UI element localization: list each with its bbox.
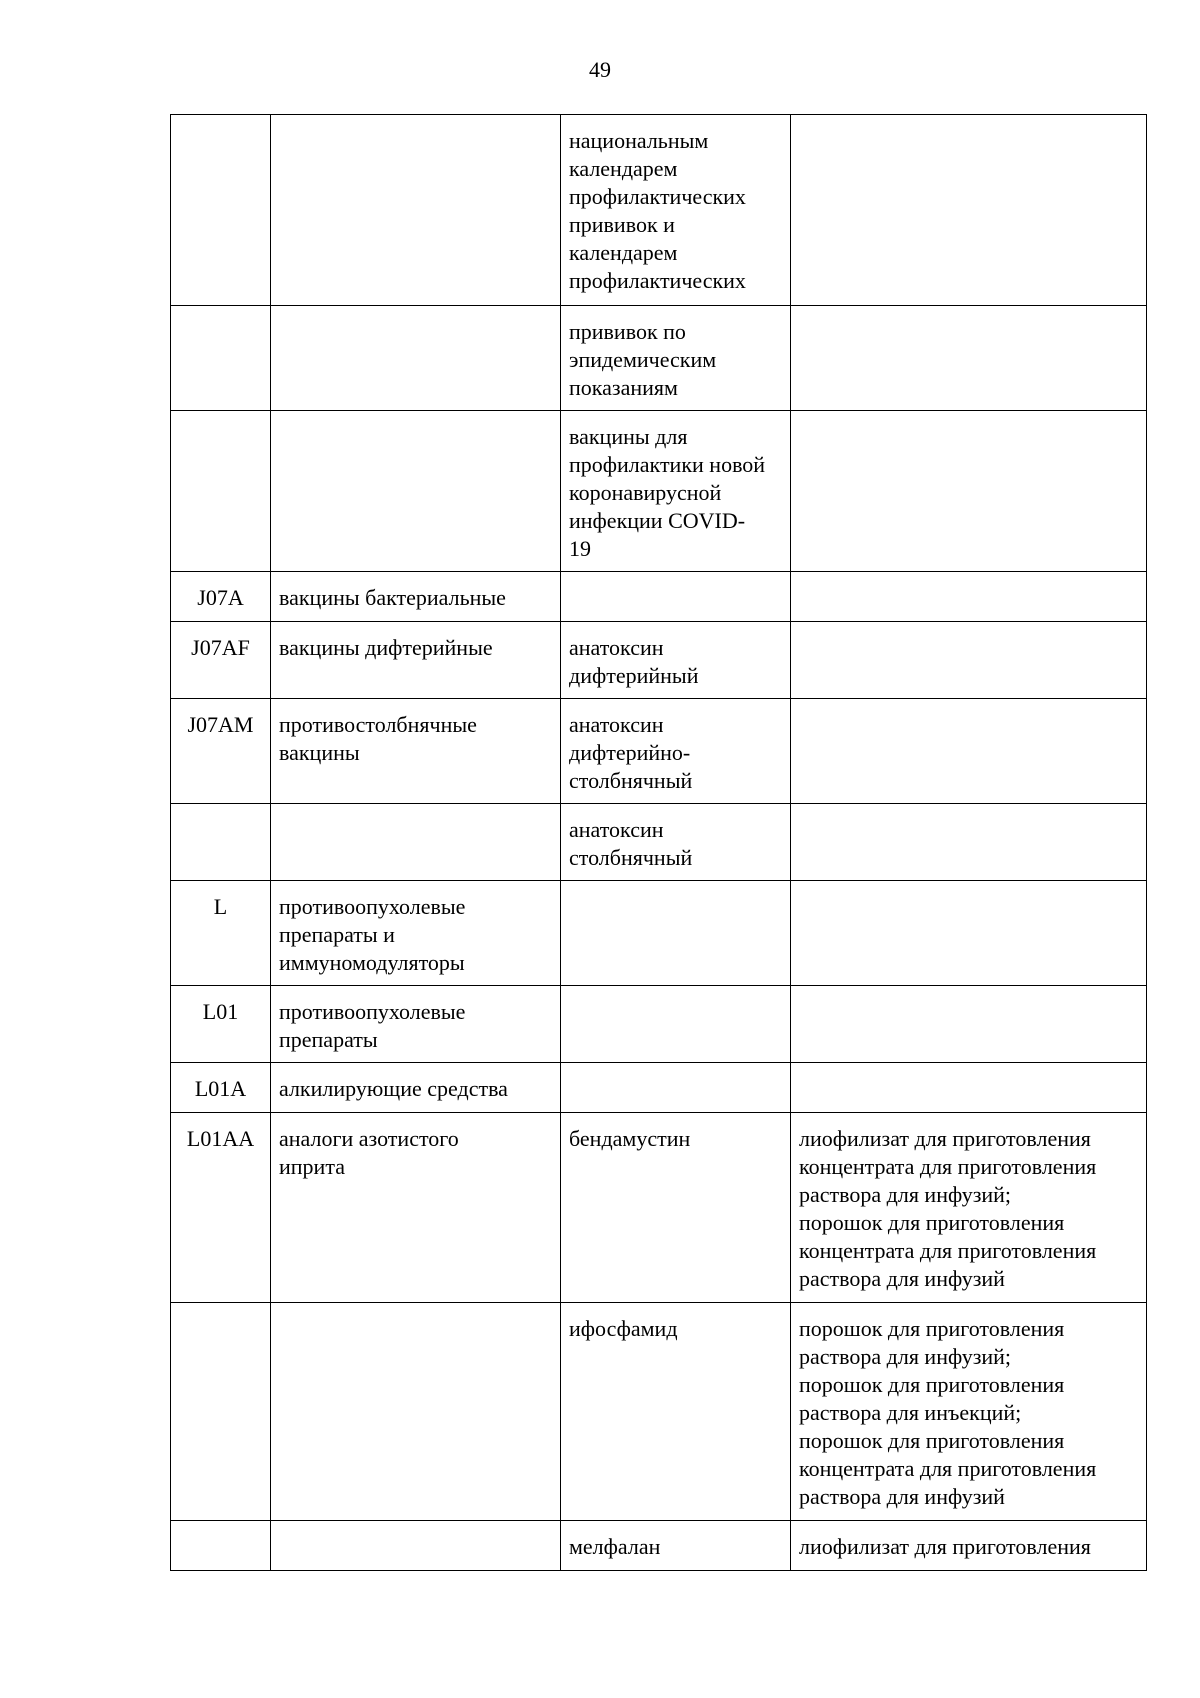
form-cell [791,699,1147,804]
group-line: алкилирующие средства [279,1076,508,1101]
group-cell [271,115,561,306]
form-line: порошок для приготовления [799,1316,1065,1341]
code-cell: L01AA [171,1113,271,1303]
group-cell [271,1521,561,1571]
group-cell [271,1113,561,1303]
form-line: лиофилизат для приготовления [799,1534,1091,1559]
form-line: лиофилизат для приготовления [799,1126,1091,1151]
group-line: иммуномодуляторы [279,950,465,975]
substance-cell [561,881,791,986]
substance-line: инфекции COVID- [569,508,746,533]
table-row [171,1521,1147,1571]
table-row [171,1113,1147,1303]
substance-line: коронавирусной [569,480,722,505]
group-cell [271,411,561,572]
group-cell [271,699,561,804]
group-cell [271,622,561,699]
substance-line: календарем [569,156,678,181]
form-cell [791,1521,1147,1571]
group-cell [271,1303,561,1521]
substance-cell [561,699,791,804]
substance-line: мелфалан [569,1534,661,1559]
table-row [171,699,1147,804]
substance-cell [561,115,791,306]
table-row [171,572,1147,622]
substance-line: анатоксин [569,817,664,842]
table-row [171,986,1147,1063]
code-cell [171,1521,271,1571]
substance-cell [561,411,791,572]
group-cell [271,306,561,411]
substance-line: анатоксин [569,635,664,660]
code-cell [171,804,271,881]
substance-cell [561,1303,791,1521]
code-cell: J07AM [171,699,271,804]
substance-cell [561,1063,791,1113]
group-line: противостолбнячные [279,712,477,737]
substance-line: профилактических [569,268,746,293]
substance-line: национальным [569,128,709,153]
group-line: противоопухолевые [279,999,466,1024]
form-line: порошок для приготовления [799,1428,1065,1453]
form-cell [791,622,1147,699]
code-cell [171,306,271,411]
drug-table [170,114,1147,1571]
group-cell [271,804,561,881]
substance-cell [561,622,791,699]
substance-cell [561,1113,791,1303]
form-cell [791,986,1147,1063]
substance-cell [561,572,791,622]
substance-line: показаниям [569,375,678,400]
table-row [171,1303,1147,1521]
substance-line: ифосфамид [569,1316,678,1341]
form-cell [791,1113,1147,1303]
code-cell [171,115,271,306]
group-line: вакцины дифтерийные [279,635,493,660]
substance-line: эпидемическим [569,347,717,372]
substance-line: вакцины для [569,424,688,449]
form-cell [791,411,1147,572]
form-cell [791,804,1147,881]
code-cell [171,411,271,572]
substance-line: столбнячный [569,768,693,793]
substance-cell [561,986,791,1063]
form-line: раствора для инфузий; [799,1344,1012,1369]
substance-line: 19 [569,536,591,561]
group-line: вакцины [279,740,360,765]
group-cell [271,572,561,622]
group-cell [271,1063,561,1113]
code-cell: L01A [171,1063,271,1113]
form-line: порошок для приготовления [799,1372,1065,1397]
substance-cell [561,306,791,411]
substance-line: профилактики новой [569,452,766,477]
substance-line: профилактических [569,184,746,209]
page-number: 49 [589,57,611,82]
form-cell [791,1303,1147,1521]
table-row [171,115,1147,306]
group-line: иприта [279,1154,345,1179]
code-cell: L01 [171,986,271,1063]
substance-line: бендамустин [569,1126,691,1151]
group-cell [271,881,561,986]
table-row [171,306,1147,411]
substance-line: столбнячный [569,845,693,870]
form-cell [791,1063,1147,1113]
code-cell [171,1303,271,1521]
substance-line: дифтерийно- [569,740,691,765]
table-row [171,804,1147,881]
form-cell [791,881,1147,986]
form-line: раствора для инфузий; [799,1182,1012,1207]
code-cell: J07AF [171,622,271,699]
table-row [171,881,1147,986]
table-row [171,411,1147,572]
group-cell [271,986,561,1063]
code-cell: L [171,881,271,986]
group-line: вакцины бактериальные [279,585,506,610]
group-line: препараты и [279,922,395,947]
substance-cell [561,804,791,881]
substance-line: прививок и [569,212,675,237]
substance-cell [561,1521,791,1571]
form-line: концентрата для приготовления [799,1456,1097,1481]
group-line: противоопухолевые [279,894,466,919]
group-line: препараты [279,1027,378,1052]
substance-line: календарем [569,240,678,265]
form-cell [791,572,1147,622]
code-cell: J07A [171,572,271,622]
form-line: концентрата для приготовления [799,1238,1097,1263]
form-line: раствора для инфузий [799,1266,1005,1291]
table-body [171,115,1147,1571]
group-line: аналоги азотистого [279,1126,459,1151]
substance-line: анатоксин [569,712,664,737]
form-line: раствора для инъекций; [799,1400,1022,1425]
form-line: порошок для приготовления [799,1210,1065,1235]
form-line: концентрата для приготовления [799,1154,1097,1179]
form-line: раствора для инфузий [799,1484,1005,1509]
substance-line: дифтерийный [569,663,699,688]
table-row [171,1063,1147,1113]
substance-line: прививок по [569,319,686,344]
table-row [171,622,1147,699]
form-cell [791,115,1147,306]
form-cell [791,306,1147,411]
